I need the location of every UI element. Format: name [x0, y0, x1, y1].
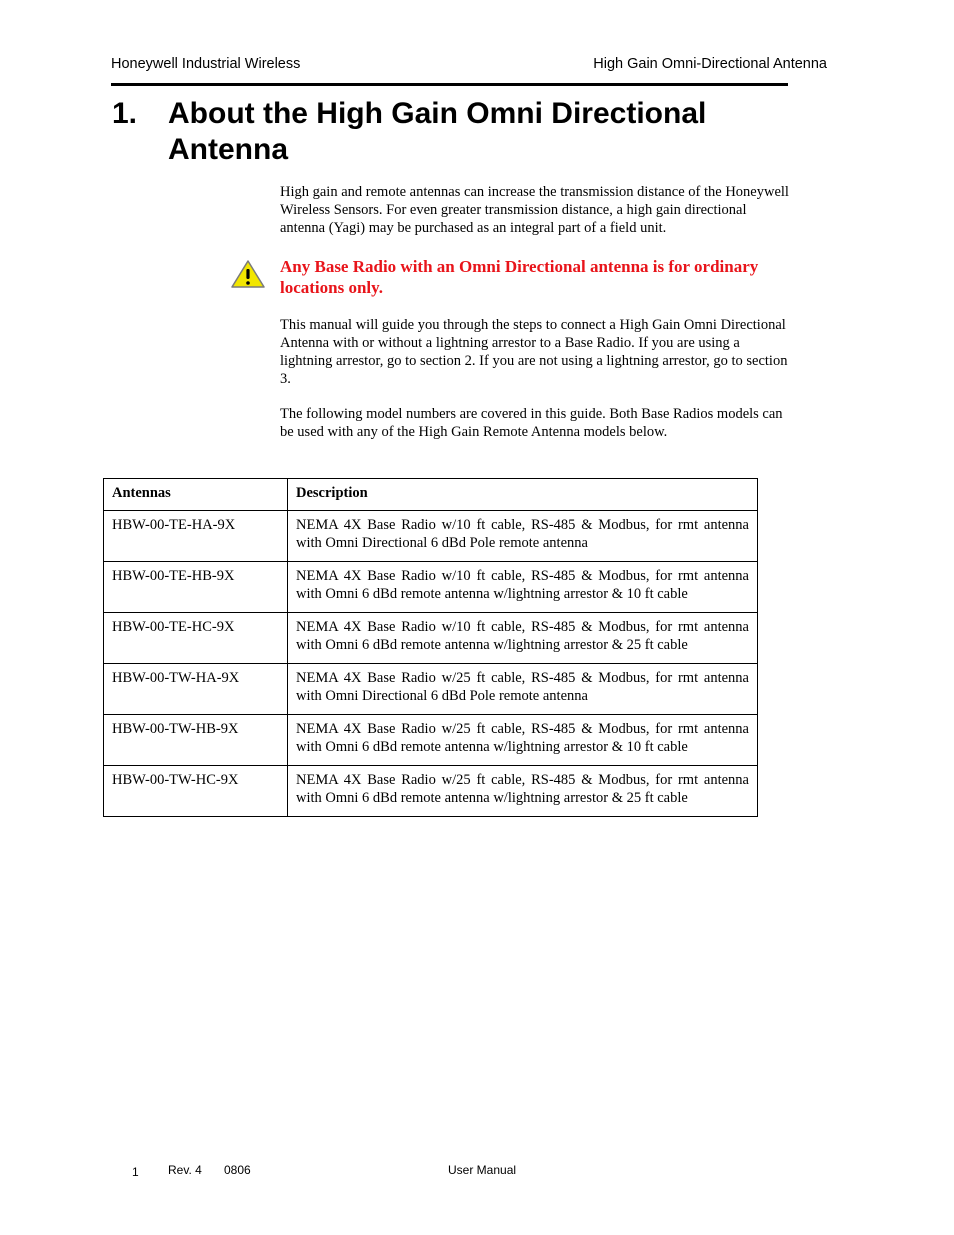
header-company: Honeywell Industrial Wireless	[111, 56, 301, 72]
model-number-cell: HBW-00-TW-HC-9X	[104, 766, 288, 817]
footer-page-number: 1	[132, 1165, 139, 1179]
footer-revision: Rev. 4	[168, 1163, 202, 1177]
header-doc-title: High Gain Omni-Directional Antenna	[593, 56, 827, 72]
description-cell: NEMA 4X Base Radio w/25 ft cable, RS-485 & Modbus, for rmt antenna with Omni 6 dBd remote antenna w/lightning arrestor & 10 ft cable	[288, 715, 758, 766]
table-row	[104, 613, 758, 664]
table-row	[104, 562, 758, 613]
warning-text: Any Base Radio with an Omni Directional antenna is for ordinary locations only.	[280, 257, 759, 297]
header-rule	[111, 83, 788, 86]
intro-paragraph: High gain and remote antennas can increase the transmission distance of the Honeywell Wireless Sensors. For even greater transmission distance, a high gain directional antenna (Yagi) may be purchased as an integral part of a field unit.	[280, 184, 789, 236]
column-header-antennas: Antennas	[104, 479, 288, 511]
model-table	[103, 478, 758, 817]
description-cell: NEMA 4X Base Radio w/10 ft cable, RS-485 & Modbus, for rmt antenna with Omni 6 dBd remote antenna w/lightning arrestor & 25 ft cable	[288, 613, 758, 664]
description-cell: NEMA 4X Base Radio w/10 ft cable, RS-485 & Modbus, for rmt antenna with Omni 6 dBd remote antenna w/lightning arrestor & 10 ft cable	[288, 562, 758, 613]
footer-title: User Manual	[448, 1163, 517, 1177]
table-row	[104, 664, 758, 715]
models-paragraph: The following model numbers are covered in this guide. Both Base Radios models can be used with any of the High Gain Remote Antenna models below.	[280, 406, 783, 440]
model-number-cell: HBW-00-TW-HA-9X	[104, 664, 288, 715]
guide-paragraph: This manual will guide you through the steps to connect a High Gain Omni Directional Antenna with or without a lightning arrestor to a Base Radio. If you are using a lightning arrestor, go to section 2. If you are not using a lightning arrestor, go to section 3.	[280, 317, 788, 387]
column-header-description: Description	[288, 479, 758, 511]
description-cell: NEMA 4X Base Radio w/10 ft cable, RS-485 & Modbus, for rmt antenna with Omni Directional 6 dBd Pole remote antenna	[288, 511, 758, 562]
description-cell: NEMA 4X Base Radio w/25 ft cable, RS-485 & Modbus, for rmt antenna with Omni Directional 6 dBd Pole remote antenna	[288, 664, 758, 715]
model-number-cell: HBW-00-TE-HB-9X	[104, 562, 288, 613]
table-row	[104, 511, 758, 562]
warning-triangle-icon	[230, 259, 266, 289]
table-row	[104, 766, 758, 817]
table-row	[104, 715, 758, 766]
section-number: 1.	[112, 97, 138, 130]
description-cell: NEMA 4X Base Radio w/25 ft cable, RS-485 & Modbus, for rmt antenna with Omni 6 dBd remote antenna w/lightning arrestor & 25 ft cable	[288, 766, 758, 817]
table-header-row	[104, 479, 758, 511]
model-number-cell: HBW-00-TE-HC-9X	[104, 613, 288, 664]
model-number-cell: HBW-00-TE-HA-9X	[104, 511, 288, 562]
model-number-cell: HBW-00-TW-HB-9X	[104, 715, 288, 766]
footer-date: 0806	[224, 1163, 251, 1177]
section-title: About the High Gain Omni Directional Antenna	[168, 97, 707, 166]
